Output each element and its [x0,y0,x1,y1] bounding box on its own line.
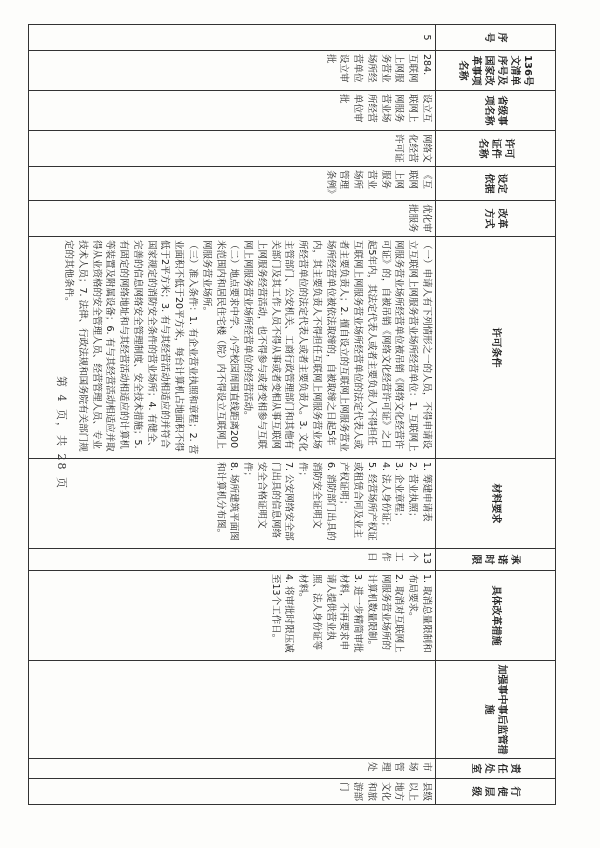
header-materials: 材料要求 [436,459,556,549]
rotated-table-wrapper [28,24,556,804]
header-orig-item: 136号文清单序号及国家改革事项名称 [436,51,556,91]
header-dept: 责任处室 [436,759,556,779]
cell-basis: 《互联网上网服务营业场所管理条例》 [29,167,436,201]
cell-orig-item: 284. 互联网上网服务营业场所经营单位设立审批 [29,51,436,91]
cell-prov-name: 设立互联网上网服务营业场所经营单位审批 [29,91,436,131]
header-measures: 具体改革措施 [436,571,556,661]
header-basis: 设定依据 [436,167,556,201]
header-supervision: 加强事中事后监管措施 [436,661,556,759]
page-number: 第 4 页，共 28 页 [55,376,68,490]
cell-measures [29,571,436,661]
material-item: 5. 经营场所产权证或租赁合同及业主产权证明； [338,462,377,541]
material-item: 7. 公安网络安全部门出具的信息网络安全合格证明文件； [242,462,295,541]
header-seq: 序号 [436,25,556,51]
header-permit-name: 许可证件名称 [436,131,556,167]
cell-supervision [29,661,436,759]
header-reform: 改革方式 [436,201,556,237]
measure-item: 1. 取消总量限制和布局要求。 [407,574,432,653]
material-item: 3. 企业章程； [393,462,405,522]
header-time: 承诺时限 [436,549,556,571]
header-row [436,25,556,805]
material-item: 6. 消防部门出具的消防安全证明文件； [297,462,336,541]
material-item: 8. 场所建筑平面图和计算机分布图。 [214,462,240,541]
cell-reform: 优化审批服务 [29,201,436,237]
cell-materials [29,459,436,549]
material-item: 2. 营业执照； [407,462,419,522]
cell-time: 13个工作日 [29,549,436,571]
cell-seq: 5 [29,25,436,51]
condition-paragraph: （一）申请人有下列情形之一的人员，不得申请设立互联网上网服务营业场所经营单位：1. 互联网上网服务营业场所经营单位被吊销《网络文化经营许可证》的，自被吊销《网络文化经营许可证》之日起5年内，其法定代表人或者主要负责人不得担任互联网上网服务营业场所经营单位的法定代表人或者主要负责人；2. 擅自设立的互联网上网服务营业场所经营单位被依法取缔的，自被取缔之日起5年内，其主要负责人不得担任互联网上网服务营业场所经营单位的法定代表人或者主要负责人。3. 文化主管部门、公安机关、工商行政管理部门和其他有关部门及其工作人员不得从事或者变相从事互联网上网服务经营活动，也不得参与或者变相参与互联网上网服务营业场所经营单位的经营活动。 [242,240,432,452]
measure-item: 2. 取消对互联网上网服务营业场所的计算机数量限制。 [365,574,405,653]
cell-conditions [29,237,436,459]
measure-item: 4. 将审批时限压减至13个工作日。 [269,574,295,653]
material-item: 4. 法人身份证； [379,462,391,532]
cell-permit-name: 网络文化经营许可证 [29,131,436,167]
approval-reform-table [28,24,556,805]
condition-paragraph: （三）准入条件：1. 有企业营业执照和章程；2. 营业面积不低于20平方米，每台计算机占地面积不得低于2平方米；3. 有与其经营活动相适应的并符合国家规定的消防安全条件的营业场所；4. 有健全、完善的信息网络安全管理制度、安全技术措施；5. 有固定的网络地址和与其经营活动相适应的计算机等装置及附属设备；6. 有与其经营活动相适应并取得从业资格的安全管理人员、经营管理人员、专业技术人员；7. 法律、行政法规和国务院有关部门规定的其他条件。 [63,240,198,455]
header-level: 行使层级 [436,779,556,805]
header-prov-name: 省级事项名称 [436,91,556,131]
cell-level: 县级以上地方文化和旅游部门 [29,779,436,805]
header-conditions: 许可条件 [436,237,556,459]
condition-paragraph: （二）地点要求中学、小学校园周围直线距离200米范围内和居民住宅楼（院）内不得设立互联网上网服务营业场所。 [200,240,240,450]
measure-item: 3. 进一步精简审批材料，不再要求申请人提供营业执照、法人身份证等材料。 [297,574,364,653]
table-row [29,25,436,805]
cell-dept: 市场管理处 [29,759,436,779]
material-item: 1. 筹建申请表 [421,462,432,522]
